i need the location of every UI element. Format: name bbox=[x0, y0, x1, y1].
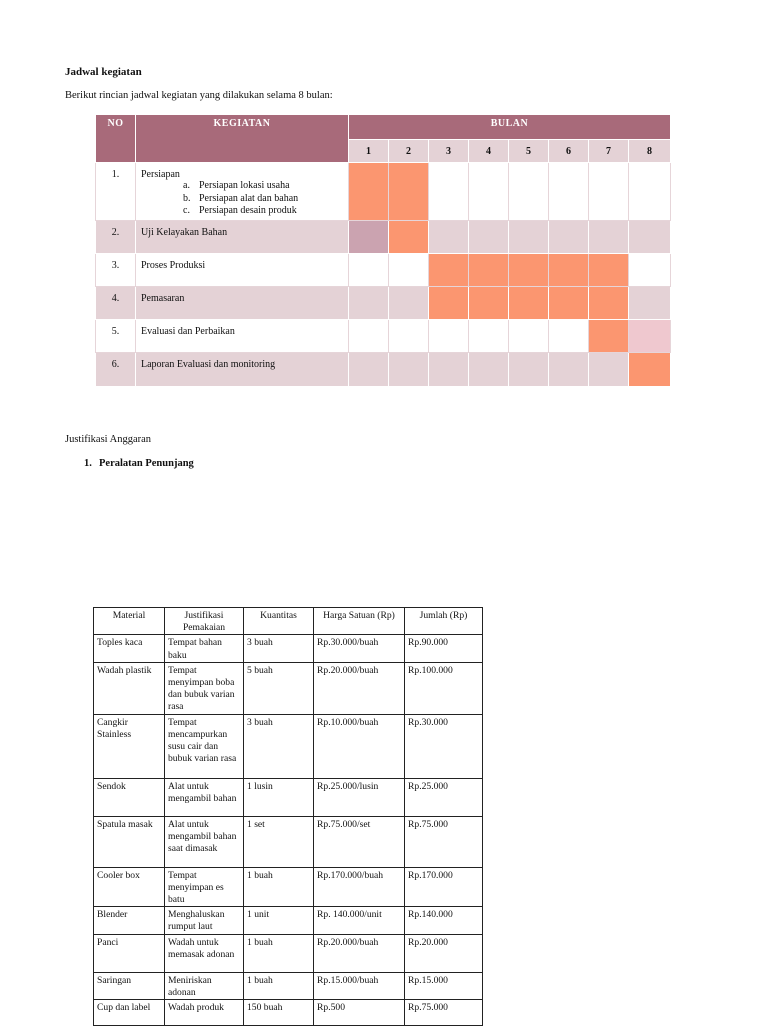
budget-cell: Spatula masak bbox=[94, 816, 165, 867]
activity-label: Proses Produksi bbox=[141, 260, 206, 271]
activity-label: Laporan Evaluasi dan monitoring bbox=[141, 359, 276, 370]
subitem-letter: a. bbox=[183, 180, 190, 191]
header-no: NO bbox=[96, 115, 136, 163]
budget-cell: Saringan bbox=[94, 972, 165, 999]
activity-cell bbox=[136, 353, 349, 387]
budget-cell: Rp.30.000/buah bbox=[314, 635, 405, 662]
budget-cell: Rp.75.000 bbox=[405, 816, 483, 867]
budget-cell: Rp.15.000 bbox=[405, 972, 483, 999]
month-cell-active bbox=[349, 163, 389, 221]
activity-cell bbox=[136, 221, 349, 254]
budget-cell: Rp.90.000 bbox=[405, 635, 483, 662]
schedule-row bbox=[96, 353, 671, 387]
month-cell-active bbox=[589, 287, 629, 320]
month-cell-active bbox=[629, 320, 671, 353]
month-cell bbox=[389, 287, 429, 320]
budget-cell: 1 buah bbox=[244, 934, 314, 972]
month-header: 7 bbox=[589, 140, 629, 163]
section-label: Peralatan Penunjang bbox=[99, 458, 194, 469]
budget-cell: 150 buah bbox=[244, 1000, 314, 1026]
budget-row bbox=[94, 972, 483, 999]
schedule-row bbox=[96, 221, 671, 254]
subitem-text: Persiapan lokasi usaha bbox=[199, 180, 290, 191]
month-cell bbox=[469, 221, 509, 254]
month-cell-active bbox=[549, 254, 589, 287]
month-cell-active bbox=[429, 287, 469, 320]
month-cell bbox=[509, 163, 549, 221]
budget-row bbox=[94, 867, 483, 907]
month-cell-active bbox=[469, 287, 509, 320]
activity-subitem bbox=[183, 205, 344, 218]
budget-column-header: Justifikasi Pemakaian bbox=[165, 608, 244, 635]
budget-cell: 3 buah bbox=[244, 635, 314, 662]
month-header: 3 bbox=[429, 140, 469, 163]
month-cell-active bbox=[549, 287, 589, 320]
month-cell bbox=[509, 320, 549, 353]
budget-cell: Rp.170.000/buah bbox=[314, 867, 405, 907]
month-cell bbox=[469, 353, 509, 387]
budget-cell: 5 buah bbox=[244, 662, 314, 714]
subitem-letter: b. bbox=[183, 192, 191, 204]
budget-cell: Rp.75.000/set bbox=[314, 816, 405, 867]
budget-column-header: Jumlah (Rp) bbox=[405, 608, 483, 635]
budget-cell: Rp.140.000 bbox=[405, 907, 483, 934]
month-cell bbox=[429, 221, 469, 254]
month-cell bbox=[629, 221, 671, 254]
month-cell bbox=[549, 353, 589, 387]
month-cell bbox=[509, 353, 549, 387]
month-cell bbox=[629, 287, 671, 320]
month-cell bbox=[469, 320, 509, 353]
month-cell-active bbox=[509, 254, 549, 287]
schedule-row bbox=[96, 163, 671, 221]
section-number: 1. bbox=[84, 458, 92, 469]
row-number: 1. bbox=[96, 163, 136, 221]
budget-cell: Rp.10.000/buah bbox=[314, 714, 405, 778]
activity-cell bbox=[136, 254, 349, 287]
row-number: 6. bbox=[96, 353, 136, 387]
month-cell bbox=[629, 254, 671, 287]
month-cell-active bbox=[389, 163, 429, 221]
month-cell-active bbox=[389, 221, 429, 254]
month-header: 6 bbox=[549, 140, 589, 163]
month-header: 4 bbox=[469, 140, 509, 163]
month-cell bbox=[549, 221, 589, 254]
month-cell-active bbox=[469, 254, 509, 287]
month-header: 5 bbox=[509, 140, 549, 163]
budget-cell: Rp.15.000/buah bbox=[314, 972, 405, 999]
budget-cell: Wadah plastik bbox=[94, 662, 165, 714]
budget-column-header: Kuantitas bbox=[244, 608, 314, 635]
budget-row bbox=[94, 662, 483, 714]
budget-cell: Cooler box bbox=[94, 867, 165, 907]
month-cell bbox=[429, 163, 469, 221]
header-bulan: BULAN bbox=[349, 115, 671, 140]
month-cell bbox=[469, 163, 509, 221]
schedule-row bbox=[96, 320, 671, 353]
schedule-table bbox=[95, 114, 671, 387]
row-number: 3. bbox=[96, 254, 136, 287]
budget-row bbox=[94, 816, 483, 867]
subitem-text: Persiapan desain produk bbox=[199, 205, 297, 216]
budget-cell: Tempat bahan baku bbox=[165, 635, 244, 662]
activity-label: Uji Kelayakan Bahan bbox=[141, 227, 228, 238]
budget-row bbox=[94, 934, 483, 972]
month-cell-active bbox=[429, 254, 469, 287]
month-header: 1 bbox=[349, 140, 389, 163]
budget-column-header: Harga Satuan (Rp) bbox=[314, 608, 405, 635]
budget-cell: 1 unit bbox=[244, 907, 314, 934]
schedule-title: Jadwal kegiatan bbox=[65, 66, 142, 78]
budget-cell: Toples kaca bbox=[94, 635, 165, 662]
activity-cell bbox=[136, 163, 349, 221]
budget-cell: Wadah untuk memasak adonan bbox=[165, 934, 244, 972]
budget-cell: Alat untuk mengambil bahan saat dimasak bbox=[165, 816, 244, 867]
month-cell bbox=[509, 221, 549, 254]
budget-row bbox=[94, 714, 483, 778]
budget-cell: Menghaluskan rumput laut bbox=[165, 907, 244, 934]
month-header: 2 bbox=[389, 140, 429, 163]
budget-cell: Rp. 140.000/unit bbox=[314, 907, 405, 934]
schedule-row bbox=[96, 254, 671, 287]
budget-cell: Tempat mencampurkan susu cair dan bubuk varian rasa bbox=[165, 714, 244, 778]
budget-cell: Blender bbox=[94, 907, 165, 934]
month-cell-active bbox=[629, 353, 671, 387]
schedule-row bbox=[96, 287, 671, 320]
budget-cell: Rp.25.000 bbox=[405, 778, 483, 816]
budget-cell: Rp.30.000 bbox=[405, 714, 483, 778]
activity-cell bbox=[136, 320, 349, 353]
month-cell bbox=[389, 353, 429, 387]
month-cell bbox=[589, 163, 629, 221]
activity-subitem bbox=[183, 192, 344, 206]
budget-cell: Rp.500 bbox=[314, 1000, 405, 1026]
month-cell bbox=[589, 221, 629, 254]
subitem-text: Persiapan alat dan bahan bbox=[199, 192, 299, 204]
month-cell bbox=[389, 254, 429, 287]
budget-cell: Wadah produk bbox=[165, 1000, 244, 1026]
month-cell bbox=[349, 287, 389, 320]
budget-cell: Panci bbox=[94, 934, 165, 972]
budget-cell: Cup dan label bbox=[94, 1000, 165, 1026]
activity-subitem bbox=[183, 180, 344, 193]
budget-row bbox=[94, 907, 483, 934]
activity-label: Persiapan bbox=[141, 169, 180, 180]
schedule-intro: Berikut rincian jadwal kegiatan yang dilakukan selama 8 bulan: bbox=[65, 90, 333, 101]
month-cell bbox=[549, 320, 589, 353]
month-cell bbox=[589, 353, 629, 387]
budget-cell: Rp.20.000/buah bbox=[314, 662, 405, 714]
budget-table bbox=[93, 607, 483, 1026]
budget-cell: Rp.75.000 bbox=[405, 1000, 483, 1026]
budget-cell: Rp.25.000/lusin bbox=[314, 778, 405, 816]
budget-cell: Sendok bbox=[94, 778, 165, 816]
month-cell bbox=[349, 254, 389, 287]
budget-cell: 1 set bbox=[244, 816, 314, 867]
budget-cell: Rp.170.000 bbox=[405, 867, 483, 907]
month-cell bbox=[429, 320, 469, 353]
subitem-letter: c. bbox=[183, 205, 190, 216]
row-number: 2. bbox=[96, 221, 136, 254]
budget-cell: 3 buah bbox=[244, 714, 314, 778]
budget-cell: Rp.20.000/buah bbox=[314, 934, 405, 972]
month-cell-active bbox=[509, 287, 549, 320]
budget-cell: 1 buah bbox=[244, 972, 314, 999]
activity-cell bbox=[136, 287, 349, 320]
month-header: 8 bbox=[629, 140, 671, 163]
budget-row bbox=[94, 1000, 483, 1026]
budget-column-header: Material bbox=[94, 608, 165, 635]
budget-title: Justifikasi Anggaran bbox=[65, 434, 152, 445]
month-cell bbox=[629, 163, 671, 221]
month-cell bbox=[349, 353, 389, 387]
budget-cell: 1 buah bbox=[244, 867, 314, 907]
month-cell-active bbox=[589, 320, 629, 353]
budget-cell: Rp.100.000 bbox=[405, 662, 483, 714]
budget-cell: Cangkir Stainless bbox=[94, 714, 165, 778]
row-number: 5. bbox=[96, 320, 136, 353]
month-cell bbox=[349, 320, 389, 353]
month-cell-active bbox=[589, 254, 629, 287]
budget-section-title bbox=[84, 458, 194, 469]
activity-label: Pemasaran bbox=[141, 293, 185, 304]
budget-cell: Meniriskan adonan bbox=[165, 972, 244, 999]
budget-row bbox=[94, 635, 483, 662]
budget-cell: Alat untuk mengambil bahan bbox=[165, 778, 244, 816]
budget-cell: 1 lusin bbox=[244, 778, 314, 816]
activity-label: Evaluasi dan Perbaikan bbox=[141, 326, 235, 337]
budget-cell: Tempat menyimpan es batu bbox=[165, 867, 244, 907]
budget-row bbox=[94, 778, 483, 816]
budget-cell: Tempat menyimpan boba dan bubuk varian rasa bbox=[165, 662, 244, 714]
row-number: 4. bbox=[96, 287, 136, 320]
month-cell bbox=[389, 320, 429, 353]
month-cell-active bbox=[349, 221, 389, 254]
month-cell bbox=[549, 163, 589, 221]
month-cell bbox=[429, 353, 469, 387]
header-kegiatan: KEGIATAN bbox=[136, 115, 349, 163]
budget-cell: Rp.20.000 bbox=[405, 934, 483, 972]
